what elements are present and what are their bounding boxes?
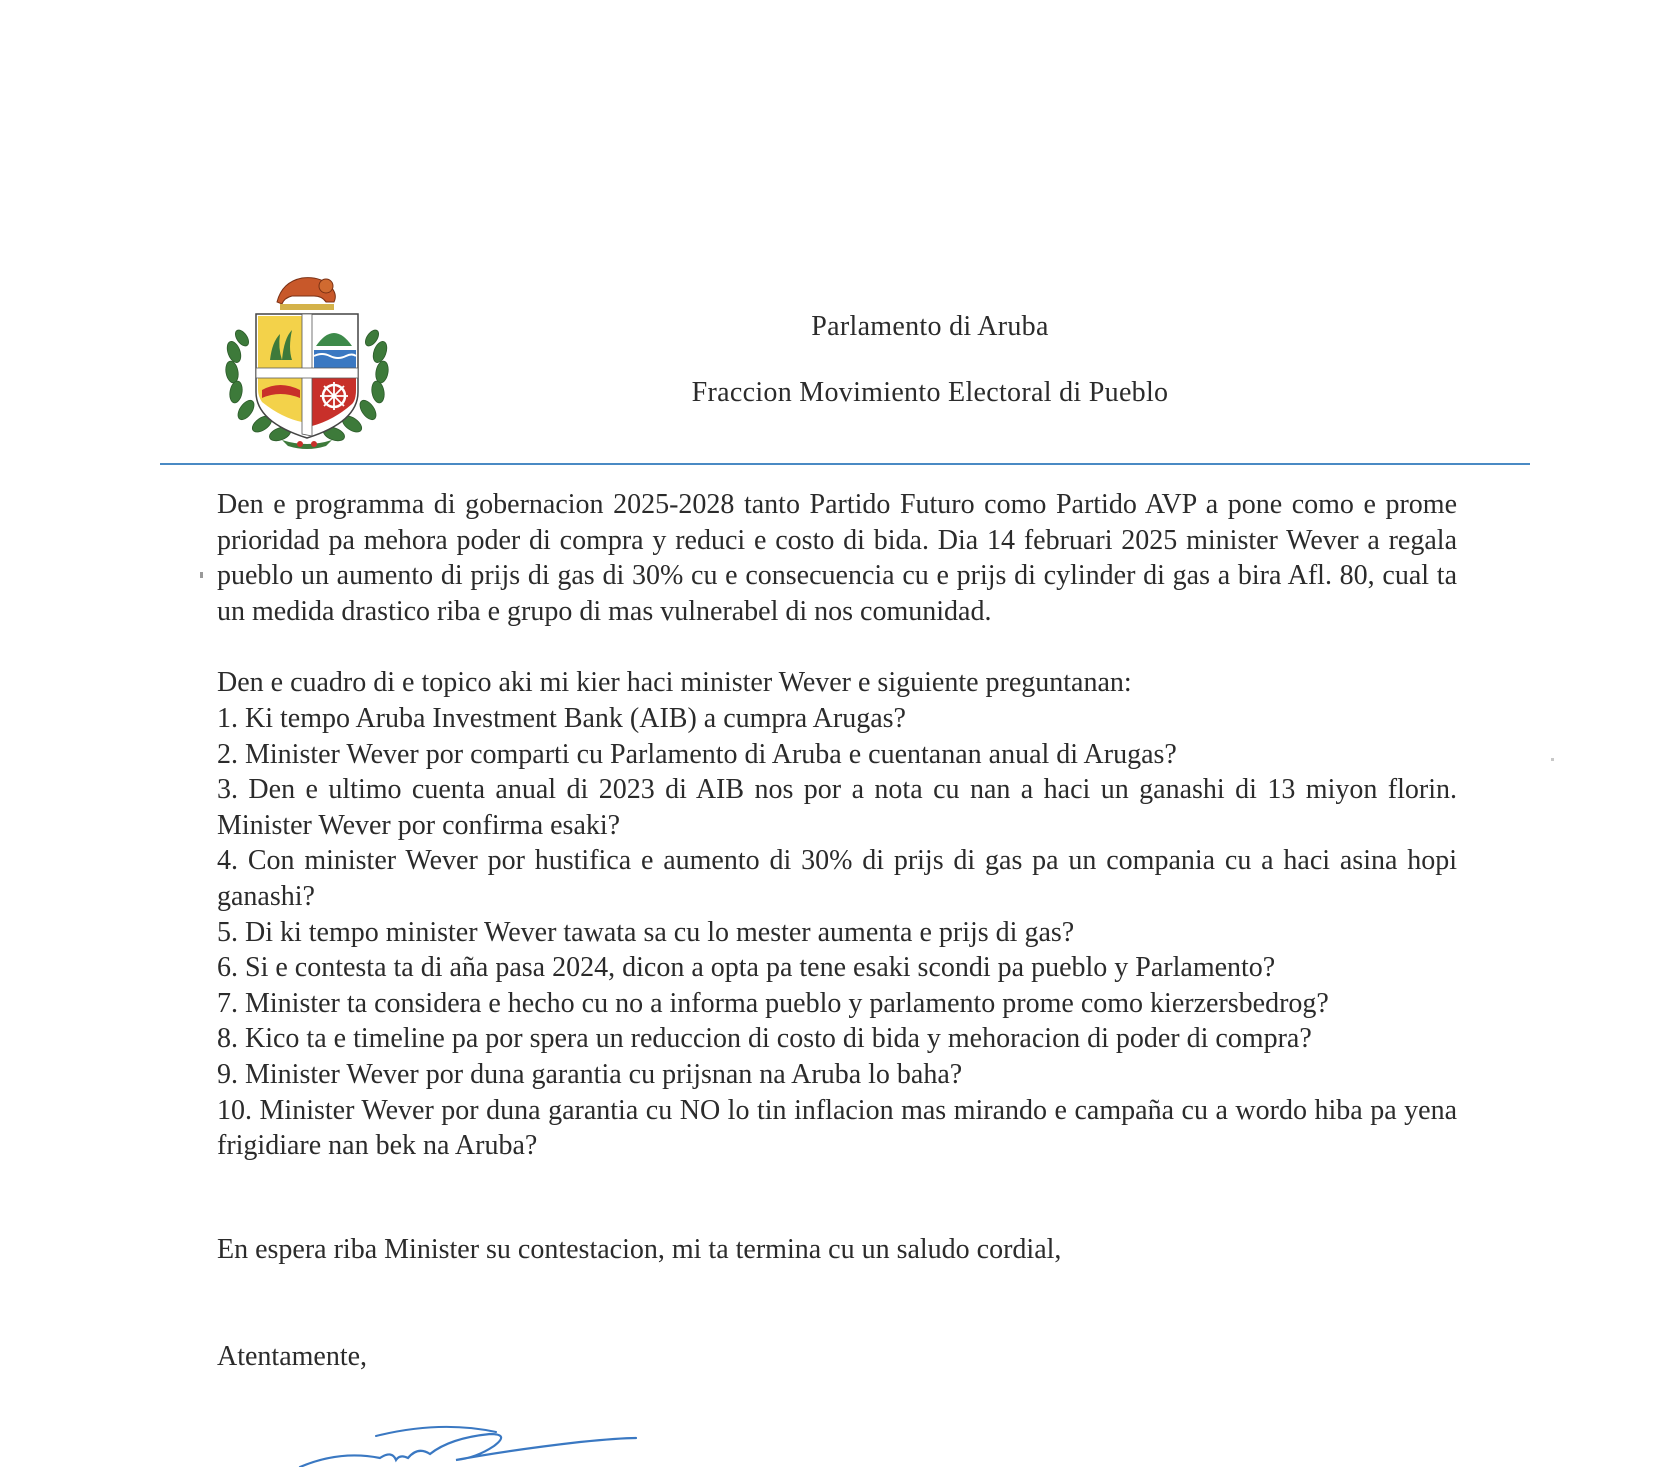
letter-body xyxy=(217,487,1457,1164)
question-item: 6. Si e contesta ta di aña pasa 2024, dicon a opta pa tene esaki scondi pa pueblo y Parlamento? xyxy=(217,952,1276,984)
question-item: 10. Minister Wever por duna garantia cu NO lo tin inflacion mas mirando e campaña cu a wordo hiba pa yena frigidiare nan bek na Aruba? xyxy=(217,1094,1457,1162)
question-list xyxy=(217,701,1457,1164)
question-item: 8. Kico ta e timeline pa por spera un reduccion di costo di bida y mehoracion di poder di compra? xyxy=(217,1023,1312,1055)
coat-of-arms-emblem xyxy=(222,272,392,450)
signoff: Atentamente, xyxy=(217,1341,368,1372)
paragraph-spacer xyxy=(217,629,1457,665)
question-item: 7. Minister ta considera e hecho cu no a informa pueblo y parlamento prome como kierzersbedrog? xyxy=(217,987,1329,1019)
parliament-name: Parlamento di Aruba xyxy=(811,311,1049,342)
questions-intro: Den e cuadro di e topico aki mi kier haci minister Wever e siguiente preguntanan: xyxy=(217,667,1132,699)
question-item: 5. Di ki tempo minister Wever tawata sa cu lo mester aumenta e prijs di gas? xyxy=(217,916,1075,948)
question-item: 9. Minister Wever por duna garantia cu prijsnan na Aruba lo baha? xyxy=(217,1058,963,1090)
intro-paragraph: Den e programma di gobernacion 2025-2028 tanto Partido Futuro como Partido AVP a pone como e prome prioridad pa mehora poder di compra y reduci e costo di bida. Dia 14 februari 2025 minister Wever a regala pueblo un aumento di prijs di gas di 30% cu e consecuencia cu e prijs di cylinder di gas a bira Afl. 80, cual ta un medida drastico riba e grupo di mas vulnerabel di nos comunidad. xyxy=(217,489,1457,627)
scan-mark xyxy=(200,572,203,578)
signature-mark xyxy=(280,1410,650,1467)
faction-name: Fraccion Movimiento Electoral di Pueblo xyxy=(691,377,1169,408)
question-item: 2. Minister Wever por comparti cu Parlamento di Aruba e cuentanan anual di Arugas? xyxy=(217,738,1177,770)
question-item: 3. Den e ultimo cuenta anual di 2023 di AIB nos por a nota cu nan a haci un ganashi di 13 miyon florin. Minister Wever por confirma esaki? xyxy=(217,774,1457,841)
scan-mark xyxy=(1551,758,1554,761)
header-divider xyxy=(160,463,1530,465)
question-item: 4. Con minister Wever por hustifica e aumento di 30% di prijs di gas pa un compania cu a haci asina hopi ganashi? xyxy=(217,845,1457,912)
closing-sentence: En espera riba Minister su contestacion, mi ta termina cu un saludo cordial, xyxy=(217,1234,1062,1265)
question-item: 1. Ki tempo Aruba Investment Bank (AIB) a cumpra Arugas? xyxy=(217,702,906,734)
